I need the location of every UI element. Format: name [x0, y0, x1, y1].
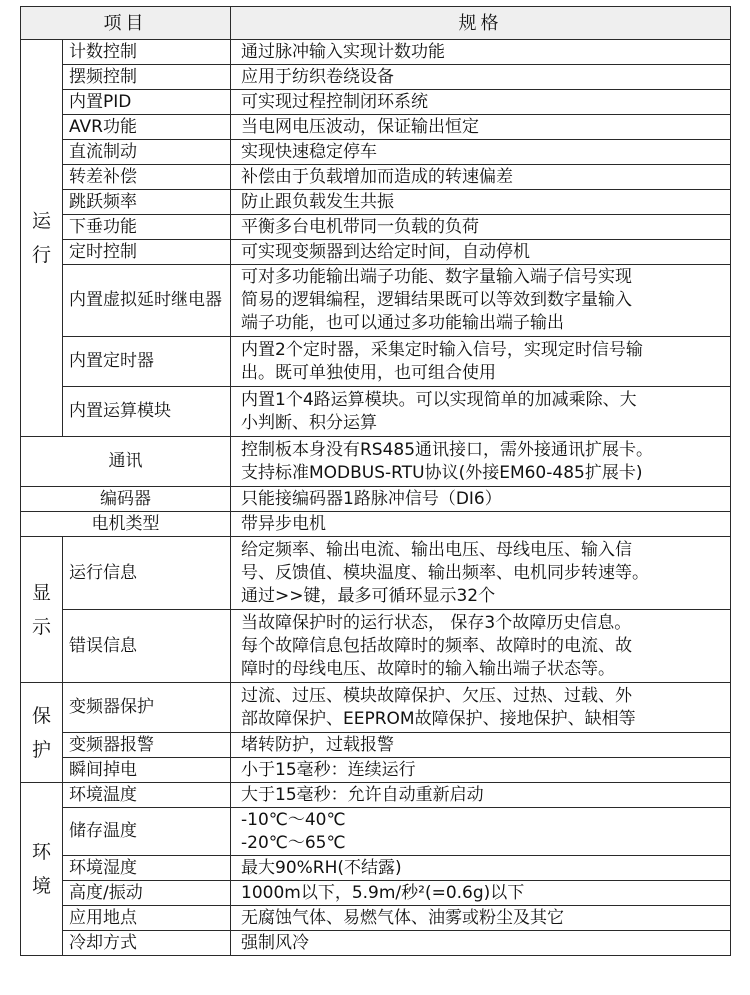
spec-cell	[231, 215, 731, 240]
spec-line: 当电网电压波动，保证输出恒定	[241, 116, 479, 137]
item-cell: 冷却方式	[63, 931, 231, 956]
item-cell: 编码器	[21, 487, 231, 512]
spec-cell	[231, 65, 731, 90]
table-row	[21, 140, 731, 165]
spec-cell	[231, 537, 731, 610]
spec-line: 应用于纺织卷绕设备	[241, 66, 394, 87]
item-cell: 直流制动	[63, 140, 231, 165]
table-row	[21, 683, 731, 733]
category-char: 显	[31, 581, 51, 604]
spec-cell	[231, 190, 731, 215]
table-row	[21, 190, 731, 215]
table-row	[21, 215, 731, 240]
spec-cell	[231, 140, 731, 165]
table-row	[21, 487, 731, 512]
category-char: 护	[31, 738, 51, 761]
header-spec: 规格	[231, 7, 731, 40]
table-row	[21, 856, 731, 881]
spec-cell	[231, 856, 731, 881]
spec-cell	[231, 881, 731, 906]
item-cell: 环境湿度	[63, 856, 231, 881]
category-protect	[21, 683, 63, 783]
table-row	[21, 783, 731, 808]
spec-cell	[231, 437, 731, 487]
item-cell: 错误信息	[63, 610, 231, 683]
table-row	[21, 90, 731, 115]
spec-cell	[231, 808, 731, 856]
item-cell: 变频器报警	[63, 733, 231, 758]
item-cell: 摆频控制	[63, 65, 231, 90]
spec-line: 无腐蚀气体、易燃气体、油雾或粉尘及其它	[241, 907, 564, 928]
spec-cell	[231, 906, 731, 931]
spec-line: 端子功能，也可以通过多功能输出端子输出	[241, 313, 564, 333]
category-char: 运	[31, 210, 51, 232]
spec-cell	[231, 165, 731, 190]
item-cell: 下垂功能	[63, 215, 231, 240]
item-cell: 跳跃频率	[63, 190, 231, 215]
spec-cell	[231, 931, 731, 956]
spec-line: 每个故障信息包括故障时的频率、故障时的电流、故	[241, 635, 632, 656]
spec-line: 补偿由于负载增加而造成的转速偏差	[241, 166, 513, 187]
spec-cell	[231, 733, 731, 758]
category-env	[21, 783, 63, 956]
spec-line: 实现快速稳定停车	[241, 141, 377, 162]
spec-cell	[231, 610, 731, 683]
spec-cell	[231, 265, 731, 337]
spec-line: 大于15毫秒：允许自动重新启动	[241, 784, 484, 805]
category-display	[21, 537, 63, 683]
spec-cell	[231, 487, 731, 512]
table-row	[21, 537, 731, 610]
category-char: 境	[31, 875, 51, 897]
item-cell: 内置虚拟延时继电器	[63, 265, 231, 337]
spec-line: 小判断、积分运算	[241, 412, 377, 433]
table-row	[21, 165, 731, 190]
category-char: 示	[31, 615, 51, 638]
spec-line: 最大90%RH(不结露)	[241, 857, 402, 878]
spec-cell	[231, 387, 731, 437]
spec-cell	[231, 683, 731, 733]
spec-line: 过流、过压、模块故障保护、欠压、过热、过载、外	[241, 685, 632, 706]
spec-line: 防止跟负载发生共振	[241, 191, 394, 212]
spec-cell	[231, 783, 731, 808]
table-row	[21, 40, 731, 65]
spec-table	[20, 6, 731, 956]
spec-line: 只能接编码器1路脉冲信号（DI6）	[241, 488, 502, 509]
table-row	[21, 906, 731, 931]
table-row	[21, 808, 731, 856]
item-cell: 储存温度	[63, 808, 231, 856]
spec-line: 号、反馈值、模块温度、输出频率、电机同步转速等。	[241, 562, 649, 583]
spec-line: -20℃～65℃	[241, 832, 346, 853]
spec-line: 通过脉冲输入实现计数功能	[241, 41, 445, 62]
spec-line: 通过>>键，最多可循环显示32个	[241, 585, 496, 606]
spec-line: 给定频率、输出电流、输出电压、母线电压、输入信	[241, 539, 632, 560]
table-row	[21, 265, 731, 337]
spec-line: 控制板本身没有RS485通讯接口，需外接通讯扩展卡。	[241, 439, 654, 460]
category-run	[21, 40, 63, 437]
category-char: 保	[31, 704, 51, 727]
header-item: 项目	[21, 7, 231, 40]
item-cell: 通讯	[21, 437, 231, 487]
category-char: 环	[31, 841, 51, 863]
item-cell: 环境温度	[63, 783, 231, 808]
item-cell: 应用地点	[63, 906, 231, 931]
table-row	[21, 240, 731, 265]
spec-line: 出。既可单独使用，也可组合使用	[241, 362, 496, 383]
item-cell: 电机类型	[21, 512, 231, 537]
item-cell: 内置定时器	[63, 337, 231, 387]
item-cell: 高度/振动	[63, 881, 231, 906]
table-row	[21, 337, 731, 387]
item-cell: 转差补偿	[63, 165, 231, 190]
spec-cell	[231, 115, 731, 140]
item-cell: 计数控制	[63, 40, 231, 65]
spec-line: 1000m以下，5.9m/秒²(=0.6g)以下	[241, 882, 525, 903]
item-cell: 定时控制	[63, 240, 231, 265]
spec-line: 简易的逻辑编程，逻辑结果既可以等效到数字量输入	[241, 290, 632, 310]
table-row	[21, 65, 731, 90]
item-cell: 内置PID	[63, 90, 231, 115]
spec-line: 当故障保护时的运行状态， 保存3个故障历史信息。	[241, 612, 632, 633]
table-row	[21, 512, 731, 537]
spec-line: 内置1个4路运算模块。可以实现简单的加减乘除、大	[241, 389, 637, 410]
table-row	[21, 931, 731, 956]
spec-line: 平衡多台电机带同一负载的负荷	[241, 216, 479, 237]
spec-line: 强制风冷	[241, 932, 309, 953]
spec-line: 可实现过程控制闭环系统	[241, 91, 428, 112]
spec-line: 可实现变频器到达给定时间，自动停机	[241, 241, 530, 262]
spec-line: 堵转防护，过载报警	[241, 734, 394, 755]
spec-cell	[231, 90, 731, 115]
table-row	[21, 733, 731, 758]
spec-line: 可对多功能输出端子功能、数字量输入端子信号实现	[241, 267, 632, 287]
table-row	[21, 881, 731, 906]
spec-line: -10℃～40℃	[241, 809, 346, 830]
spec-line: 小于15毫秒：连续运行	[241, 759, 416, 780]
category-char: 行	[31, 244, 51, 266]
item-cell: 内置运算模块	[63, 387, 231, 437]
spec-line: 部故障保护、EEPROM故障保护、接地保护、缺相等	[241, 708, 636, 729]
header-row	[21, 7, 731, 40]
spec-cell	[231, 40, 731, 65]
item-cell: AVR功能	[63, 115, 231, 140]
table-row	[21, 610, 731, 683]
spec-line: 内置2个定时器，采集定时输入信号，实现定时信号输	[241, 339, 643, 360]
spec-line: 障时的母线电压、故障时的输入输出端子状态等。	[241, 658, 615, 679]
table-row	[21, 387, 731, 437]
table-row	[21, 115, 731, 140]
item-cell: 运行信息	[63, 537, 231, 610]
table-row	[21, 758, 731, 783]
spec-cell	[231, 240, 731, 265]
item-cell: 变频器保护	[63, 683, 231, 733]
item-cell: 瞬间掉电	[63, 758, 231, 783]
spec-line: 带异步电机	[241, 513, 326, 534]
table-row	[21, 437, 731, 487]
spec-cell	[231, 512, 731, 537]
spec-line: 支持标准MODBUS-RTU协议(外接EM60-485扩展卡)	[241, 462, 643, 483]
spec-cell	[231, 337, 731, 387]
spec-cell	[231, 758, 731, 783]
